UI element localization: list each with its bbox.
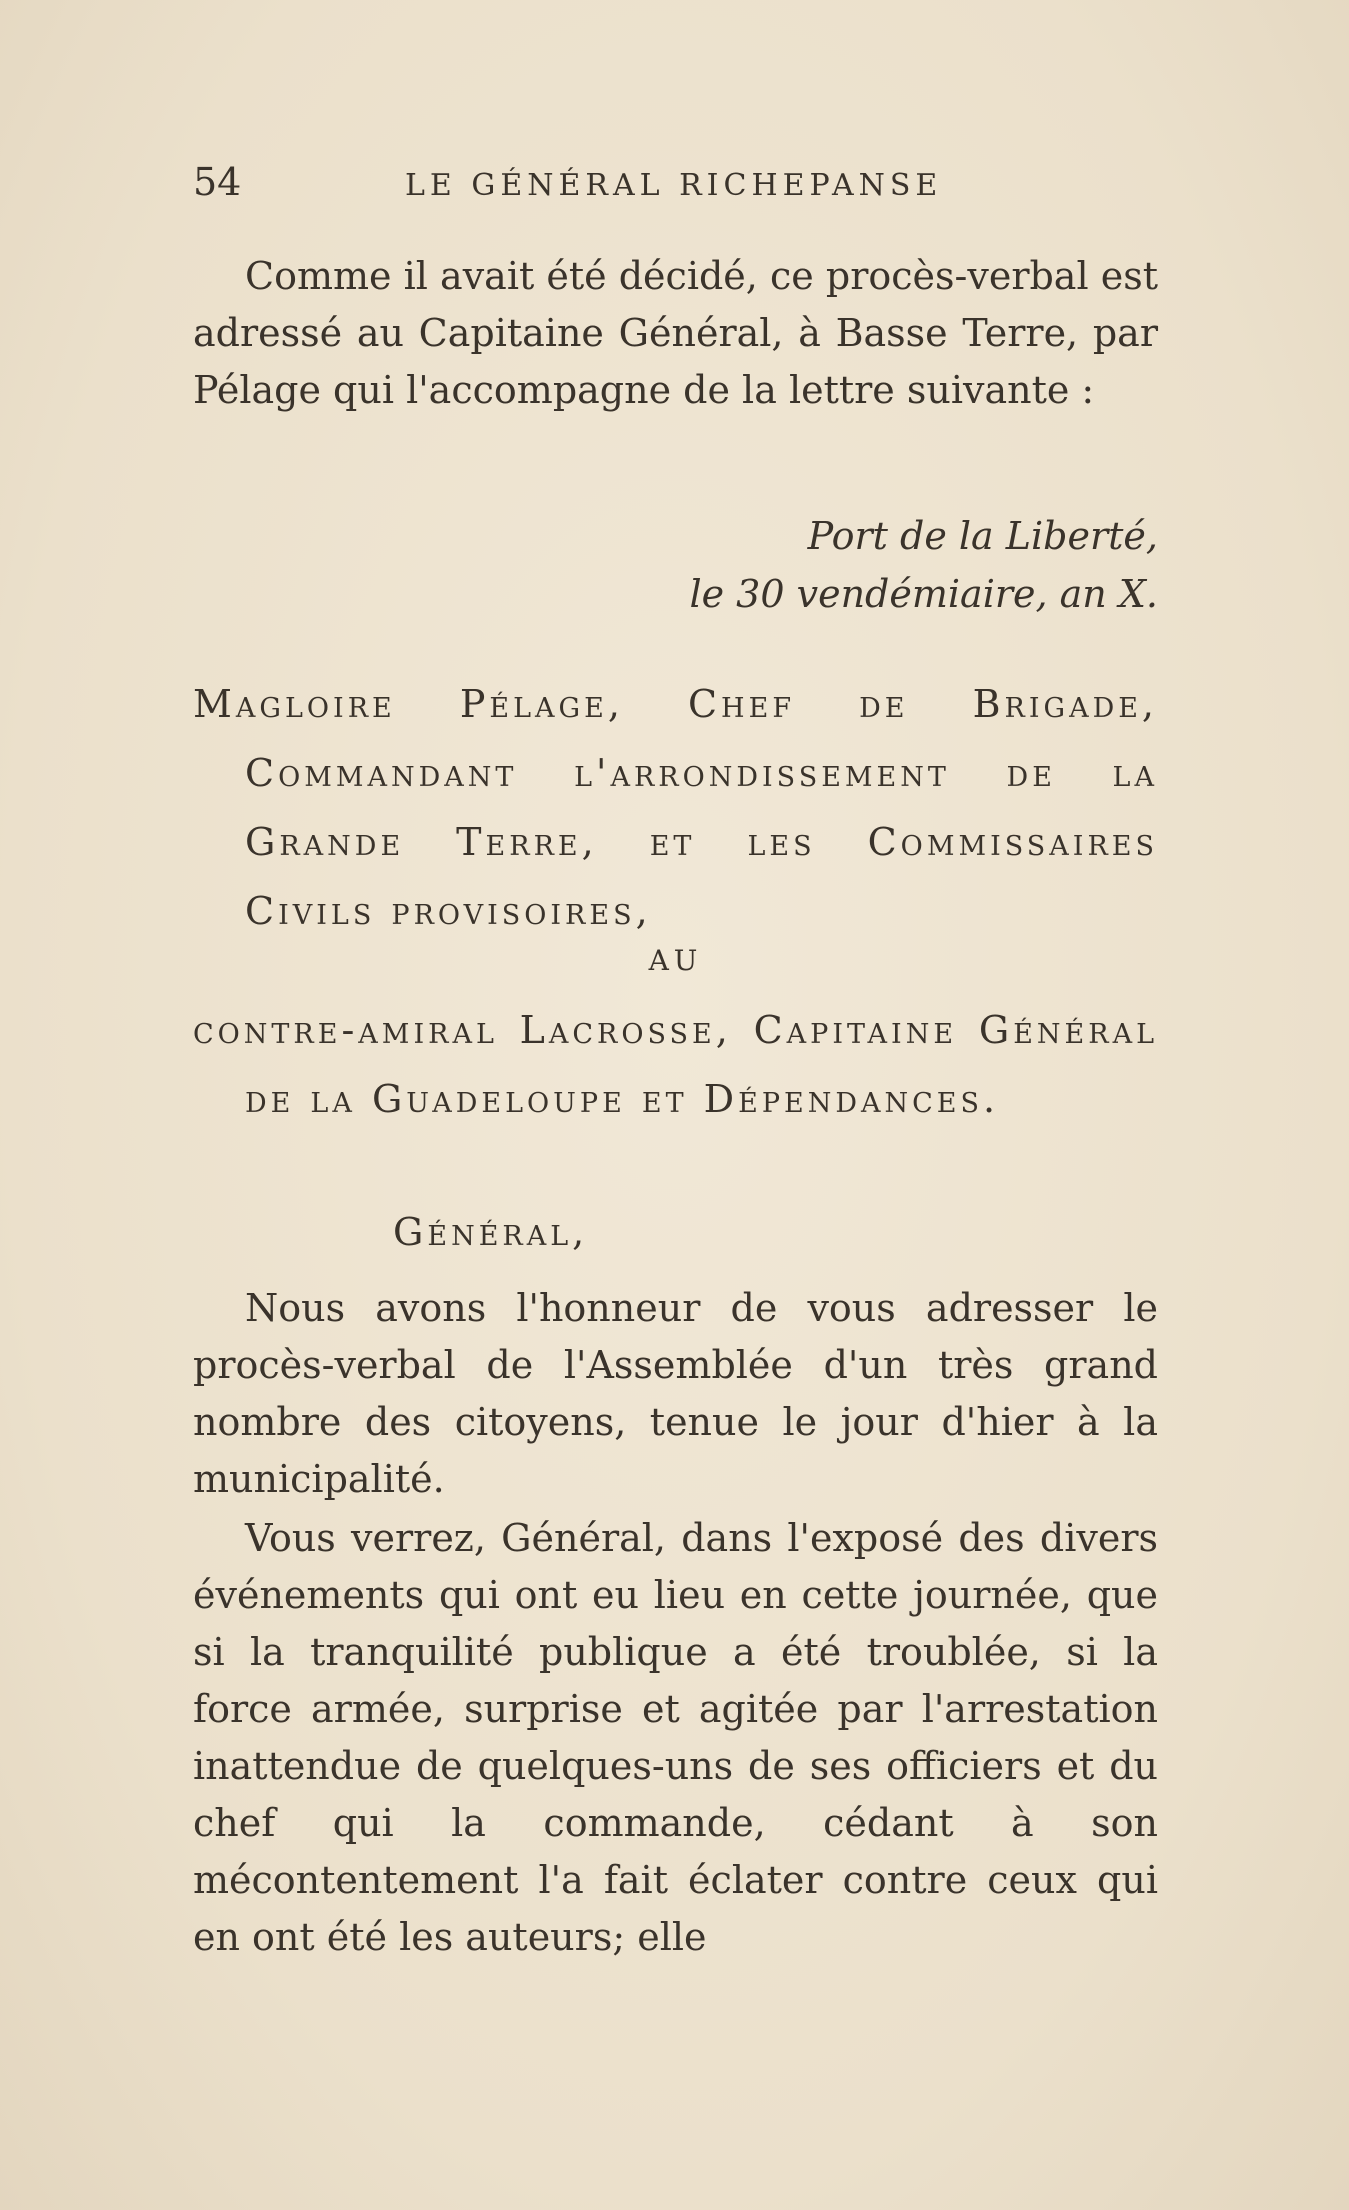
dateline-place: Port de la Liberté, <box>807 514 1158 558</box>
letter-sender: Magloire Pélage, Chef de Brigade, Commandant l'arrondissement de la Grande Terre, et les Commissaires Civils provisoires, <box>193 682 1158 933</box>
address-au: AU <box>648 944 703 977</box>
salutation: Général, <box>393 1210 589 1254</box>
letter-recipient: contre-amiral Lacrosse, Capitaine Général de la Guadeloupe et Dépendances. <box>193 1008 1158 1121</box>
running-title: LE GÉNÉRAL RICHEPANSE <box>405 168 943 203</box>
body-paragraph-2: Vous verrez, Général, dans l'exposé des divers événements qui ont eu lieu en cette journée, que si la tranquilité publique a été troublée, si la force armée, surprise et agitée par l'arrestation inattendue de quelques-uns de ses officiers et du chef qui la commande, cédant à son mécontentement l'a fait éclater contre ceux qui en ont été les auteurs; elle <box>193 1516 1158 1959</box>
intro-paragraph: Comme il avait été décidé, ce procès-verbal est adressé au Capitaine Général, à Basse Terre, par Pélage qui l'accompagne de la lettre suivante : <box>193 254 1158 412</box>
dateline-date: le 30 vendémiaire, an X. <box>689 572 1158 616</box>
body-paragraph-1: Nous avons l'honneur de vous adresser le procès-verbal de l'Assemblée d'un très grand nombre des citoyens, tenue le jour d'hier à la municipalité. <box>193 1286 1158 1501</box>
page-number: 54 <box>193 160 242 204</box>
